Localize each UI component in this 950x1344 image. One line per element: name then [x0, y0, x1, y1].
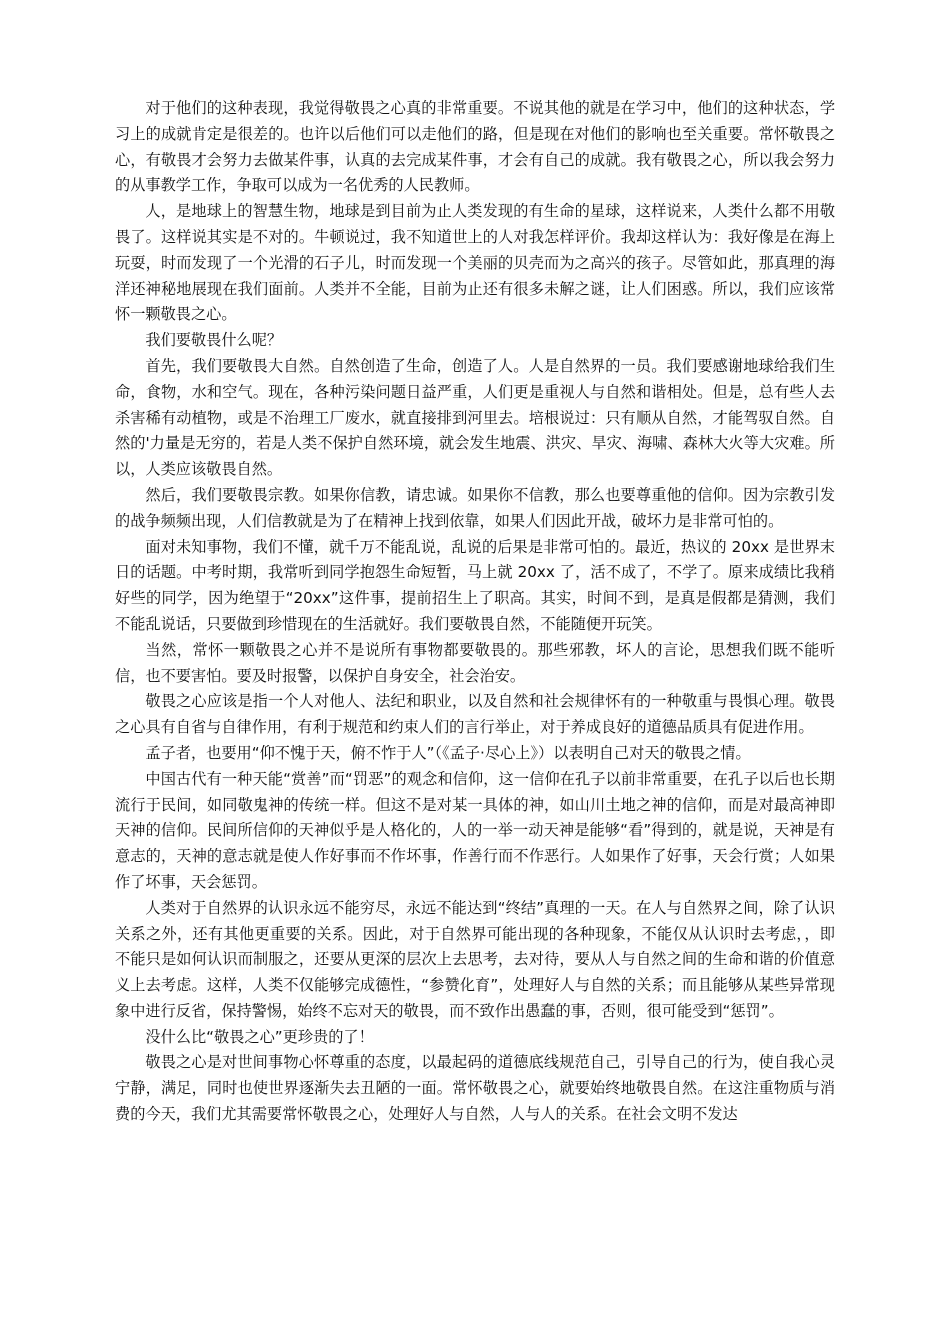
paragraph: 然后，我们要敬畏宗教。如果你信教，请忠诚。如果你不信教，那么也要尊重他的信仰。因为宗教引发的战争频频出现，人们信教就是为了在精神上找到依靠，如果人们因此开战，破坏力是非常可怕的。 [115, 485, 835, 530]
paragraph: 首先，我们要敬畏大自然。自然创造了生命，创造了人。人是自然界的一员。我们要感谢地球给我们生命，食物，水和空气。现在，各种污染问题日益严重，人们更是重视人与自然和谐相处。但是，总有些人去杀害稀有动植物，或是不治理工厂废水，就直接排到河里去。培根说过：只有顺从自然，才能驾驭自然。自然的'力量是无穷的，若是人类不保护自然环境，就会发生地震、洪灾、旱灾、海啸、森林大火等大灾难。所以，人类应该敬畏自然。 [115, 356, 835, 479]
paragraph: 当然，常怀一颗敬畏之心并不是说所有事物都要敬畏的。那些邪教，坏人的言论，思想我们既不能听信，也不要害怕。要及时报警，以保护自身安全，社会治安。 [115, 640, 835, 685]
paragraph: 孟子者，也要用“仰不愧于天，俯不怍于人”（《孟子·尽心上》）以表明自己对天的敬畏之情。 [145, 743, 751, 762]
paragraph: 面对未知事物，我们不懂，就千万不能乱说，乱说的后果是非常可怕的。最近，热议的 20xx 是世界末日的话题。中考时期，我常听到同学抱怨生命短暂，马上就 20xx 了，活不成了，不学了。原来成绩比我稍好些的同学，因为绝望于“20xx”这件事，提前招生上了职高。其实，时间不到，是真是假都是猜测，我们不能乱说话，只要做到珍惜现在的生活就好。我们要敬畏自然，不能随便开玩笑。 [115, 537, 835, 633]
paragraph: 人类对于自然界的认识永远不能穷尽，永远不能达到“终结”真理的一天。在人与自然界之间，除了认识关系之外，还有其他更重要的关系。因此，对于自然界可能出现的各种现象，不能仅从认识时去考虑，，即不能只是如何认识而制服之，还要从更深的层次上去思考，去对待，要从人与自然之间的生命和谐的价值意义上去考虑。这样，人类不仅能够完成德性，“参赞化育”，处理好人与自然的关系；而且能够从某些异常现象中进行反省，保持警惕，始终不忘对天的敬畏，而不致作出愚蠢的事，否则，很可能受到“惩罚”。 [115, 898, 835, 1020]
paragraph: 人，是地球上的智慧生物，地球是到目前为止人类发现的有生命的星球，这样说来，人类什么都不用敬畏了。这样说其实是不对的。牛顿说过，我不知道世上的人对我怎样评价。我却这样认为：我好像是在海上玩耍，时而发现了一个光滑的石子儿，时而发现一个美丽的贝壳而为之高兴的孩子。尽管如此，那真理的海洋还神秘地展现在我们面前。人类并不全能，目前为止还有很多未解之谜，让人们困惑。所以，我们应该常怀一颗敬畏之心。 [115, 202, 835, 324]
paragraph: 敬畏之心是对世间事物心怀尊重的态度，以最起码的道德底线规范自己，引导自己的行为，使自我心灵宁静，满足，同时也使世界逐渐失去丑陋的一面。常怀敬畏之心，就要始终地敬畏自然。在这注重物质与消费的今天，我们尤其需要常怀敬畏之心，处理好人与自然，人与人的关系。在社会文明不发达 [115, 1053, 835, 1124]
paragraph: 没什么比“敬畏之心”更珍贵的了！ [145, 1027, 374, 1046]
paragraph: 敬畏之心应该是指一个人对他人、法纪和职业，以及自然和社会规律怀有的一种敬重与畏惧心理。敬畏之心具有自省与自律作用，有利于规范和约束人们的言行举止，对于养成良好的道德品质具有促进作用。 [115, 692, 835, 737]
document-body [115, 96, 835, 1128]
paragraph: 我们要敬畏什么呢？ [145, 331, 283, 350]
paragraph: 对于他们的这种表现，我觉得敬畏之心真的非常重要。不说其他的就是在学习中，他们的这种状态，学习上的成就肯定是很差的。也许以后他们可以走他们的路，但是现在对他们的影响也至关重要。常怀敬畏之心，有敬畏才会努力去做某件事，认真的去完成某件事，才会有自己的成就。我有敬畏之心，所以我会努力的从事教学工作，争取可以成为一名优秀的人民教师。 [115, 99, 835, 195]
paragraph: 中国古代有一种天能“赏善”而“罚恶”的观念和信仰，这一信仰在孔子以前非常重要，在孔子以后也长期流行于民间，如同敬鬼神的传统一样。但这不是对某一具体的神，如山川土地之神的信仰，而是对最高神即天神的信仰。民间所信仰的天神似乎是人格化的，人的一举一动天神是能够“看”得到的，就是说，天神是有意志的，天神的意志就是使人作好事而不作坏事，作善行而不作恶行。人如果作了好事，天会行赏；人如果作了坏事，天会惩罚。 [115, 769, 835, 891]
